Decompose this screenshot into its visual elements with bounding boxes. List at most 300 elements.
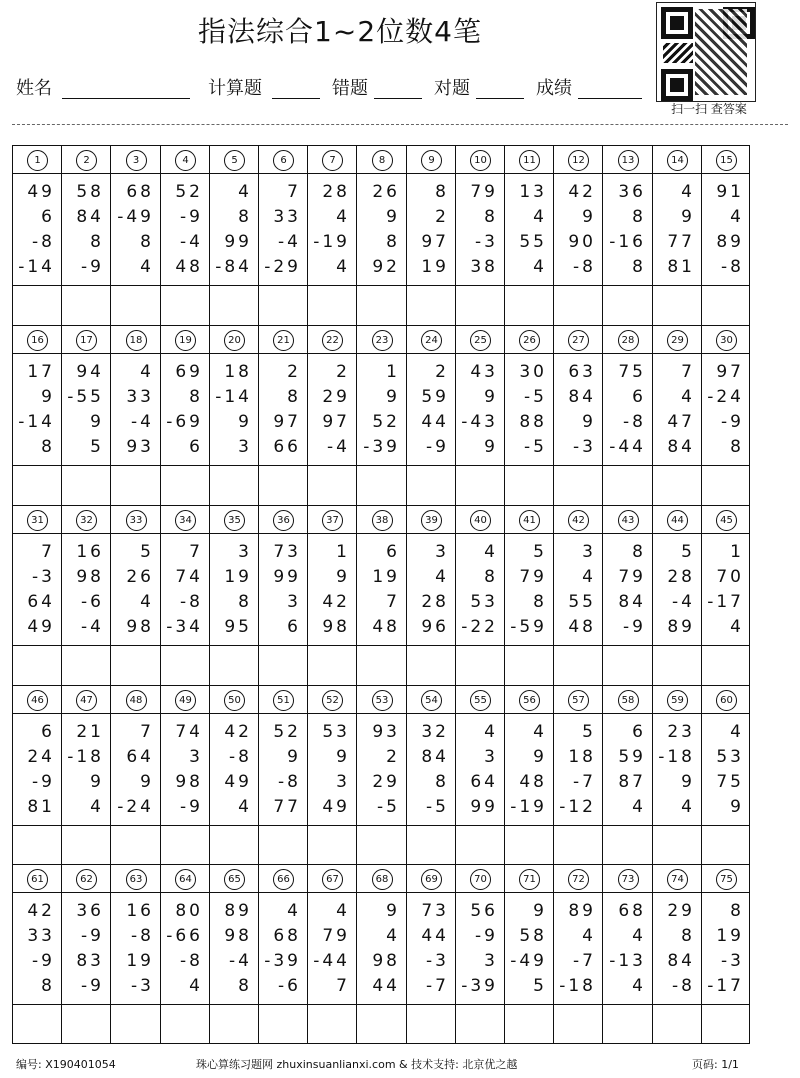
problem-number: 46 xyxy=(27,690,48,711)
problem-value: 4 xyxy=(336,257,350,277)
problem-value: -9 xyxy=(81,976,104,996)
answer-field[interactable] xyxy=(406,285,455,325)
problem-values-cell xyxy=(553,533,602,645)
problem-row-block xyxy=(12,325,750,505)
problem-value: 19 xyxy=(224,567,252,587)
wrong-count-field[interactable] xyxy=(374,98,422,99)
problem-value: -7 xyxy=(573,951,596,971)
answer-field[interactable] xyxy=(406,645,455,685)
problem-value: -4 xyxy=(672,592,695,612)
page-title: 指法综合1~2位数4笔 xyxy=(198,15,482,48)
problem-values-cell xyxy=(356,713,406,825)
answer-field[interactable] xyxy=(701,645,750,685)
problem-value: 53 xyxy=(716,747,744,767)
answer-field[interactable] xyxy=(553,285,602,325)
problem-number-cell xyxy=(110,864,160,892)
answer-field[interactable] xyxy=(406,825,455,865)
problem-number-cell xyxy=(455,145,504,173)
problem-value: 6 xyxy=(287,617,301,637)
problem-values-cell xyxy=(652,353,701,465)
problem-value: 26 xyxy=(126,567,154,587)
problem-grid xyxy=(12,145,750,1044)
problem-value: 98 xyxy=(175,772,203,792)
answer-field[interactable] xyxy=(258,645,307,685)
name-field[interactable] xyxy=(62,98,190,99)
problem-number: 67 xyxy=(322,869,343,890)
problem-number: 5 xyxy=(224,150,245,171)
problem-value: 4 xyxy=(730,722,744,742)
problem-number-cell xyxy=(258,325,307,353)
answer-field[interactable] xyxy=(455,285,504,325)
answer-field[interactable] xyxy=(258,465,307,505)
answer-field[interactable] xyxy=(307,645,356,685)
answer-field[interactable] xyxy=(160,825,209,865)
problem-values-cell xyxy=(160,353,209,465)
problem-values-cell xyxy=(504,353,553,465)
problem-value: -12 xyxy=(559,797,596,817)
problem-number-cell xyxy=(110,685,160,713)
problem-value: -8 xyxy=(278,772,301,792)
problem-values-cell xyxy=(504,892,553,1004)
problem-value: 6 xyxy=(386,542,400,562)
answer-field[interactable] xyxy=(12,1004,61,1044)
problem-value: -7 xyxy=(426,976,449,996)
problem-value: -9 xyxy=(81,257,104,277)
answer-field[interactable] xyxy=(12,465,61,505)
calc-count-label: 计算题 xyxy=(208,78,262,99)
problem-value: -39 xyxy=(363,437,400,457)
problem-value: 9 xyxy=(90,772,104,792)
problem-values-cell xyxy=(258,892,307,1004)
right-count-field[interactable] xyxy=(476,98,524,99)
answer-field[interactable] xyxy=(652,1004,701,1044)
problem-value: 73 xyxy=(273,542,301,562)
problem-value: 4 xyxy=(140,362,154,382)
problem-number-cell xyxy=(553,505,602,533)
problem-number: 49 xyxy=(175,690,196,711)
problem-number-cell xyxy=(61,145,110,173)
problem-values-cell xyxy=(209,173,258,285)
problem-number: 18 xyxy=(126,330,147,351)
problem-value: 96 xyxy=(421,617,449,637)
answer-field[interactable] xyxy=(356,1004,406,1044)
problem-value: 3 xyxy=(189,747,203,767)
answer-field[interactable] xyxy=(356,645,406,685)
problem-values-cell xyxy=(307,713,356,825)
problem-value: 81 xyxy=(667,257,695,277)
problem-values-cell xyxy=(209,713,258,825)
score-label: 成绩 xyxy=(536,78,572,99)
problem-value: 91 xyxy=(716,182,744,202)
answer-field[interactable] xyxy=(356,825,406,865)
problem-value: -8 xyxy=(180,951,203,971)
problem-value: 83 xyxy=(76,951,104,971)
answer-field[interactable] xyxy=(12,825,61,865)
problem-number: 4 xyxy=(175,150,196,171)
problem-number: 41 xyxy=(519,510,540,531)
problem-value: 66 xyxy=(273,437,301,457)
footer-page: 页码: 1/1 xyxy=(692,1058,739,1071)
problem-number-cell xyxy=(61,685,110,713)
problem-number: 14 xyxy=(667,150,688,171)
problem-value: 9 xyxy=(533,747,547,767)
problem-values-cell xyxy=(110,353,160,465)
problem-value: 74 xyxy=(175,722,203,742)
footer-site: 珠心算练习题网 zhuxinsuanlianxi.com & 技术支持: 北京优之越 xyxy=(196,1058,518,1071)
problem-value: 70 xyxy=(716,567,744,587)
problem-values-cell xyxy=(455,713,504,825)
problem-value: -3 xyxy=(573,437,596,457)
problem-value: -17 xyxy=(707,592,744,612)
problem-number: 70 xyxy=(470,869,491,890)
answer-field[interactable] xyxy=(504,285,553,325)
answer-field[interactable] xyxy=(61,825,110,865)
problem-values-cell xyxy=(110,892,160,1004)
problem-value: 4 xyxy=(730,207,744,227)
problem-value: 4 xyxy=(238,182,252,202)
problem-value: -29 xyxy=(264,257,301,277)
problem-value: -8 xyxy=(32,232,55,252)
answer-field[interactable] xyxy=(258,825,307,865)
problem-values-cell xyxy=(209,353,258,465)
answer-field[interactable] xyxy=(110,285,160,325)
answer-field[interactable] xyxy=(209,465,258,505)
answer-field[interactable] xyxy=(602,1004,652,1044)
answer-field[interactable] xyxy=(455,1004,504,1044)
problem-number: 43 xyxy=(618,510,639,531)
problem-value: 97 xyxy=(322,412,350,432)
problem-values-cell xyxy=(356,353,406,465)
problem-number: 20 xyxy=(224,330,245,351)
problem-value: 92 xyxy=(372,257,400,277)
answer-field[interactable] xyxy=(110,465,160,505)
problem-number: 45 xyxy=(716,510,737,531)
problem-number-cell xyxy=(307,325,356,353)
problem-number: 26 xyxy=(519,330,540,351)
problem-value: 19 xyxy=(126,951,154,971)
problem-number-cell xyxy=(160,325,209,353)
problem-values-cell xyxy=(504,713,553,825)
answer-field[interactable] xyxy=(701,825,750,865)
problem-value: -9 xyxy=(180,207,203,227)
calc-count-field[interactable] xyxy=(272,98,320,99)
problem-value: 8 xyxy=(189,387,203,407)
problem-value: 8 xyxy=(238,592,252,612)
answer-field[interactable] xyxy=(553,645,602,685)
problem-values-cell xyxy=(504,173,553,285)
problem-value: 52 xyxy=(273,722,301,742)
answer-field[interactable] xyxy=(209,1004,258,1044)
answer-field[interactable] xyxy=(356,465,406,505)
problem-value: 18 xyxy=(224,362,252,382)
problem-value: 28 xyxy=(421,592,449,612)
problem-number: 75 xyxy=(716,869,737,890)
answer-field[interactable] xyxy=(258,1004,307,1044)
qr-code-icon[interactable] xyxy=(656,2,756,102)
answer-field[interactable] xyxy=(61,285,110,325)
problem-value: 29 xyxy=(667,901,695,921)
problem-number: 8 xyxy=(372,150,393,171)
problem-value: 9 xyxy=(681,207,695,227)
problem-value: 4 xyxy=(681,182,695,202)
problem-values-cell xyxy=(602,533,652,645)
problem-number: 61 xyxy=(27,869,48,890)
problem-value: 98 xyxy=(126,617,154,637)
problem-number: 74 xyxy=(667,869,688,890)
answer-field[interactable] xyxy=(307,285,356,325)
problem-value: 13 xyxy=(519,182,547,202)
problem-number-cell xyxy=(504,325,553,353)
problem-number: 56 xyxy=(519,690,540,711)
problem-value: 3 xyxy=(484,747,498,767)
problem-value: 38 xyxy=(470,257,498,277)
problem-number: 2 xyxy=(76,150,97,171)
problem-value: 9 xyxy=(386,901,400,921)
problem-value: 73 xyxy=(421,901,449,921)
problem-value: 48 xyxy=(568,617,596,637)
problem-value: -8 xyxy=(180,592,203,612)
problem-value: 98 xyxy=(76,567,104,587)
problem-value: 7 xyxy=(41,542,55,562)
problem-value: 2 xyxy=(287,362,301,382)
problem-values-cell xyxy=(110,173,160,285)
problem-value: 2 xyxy=(386,747,400,767)
problem-number-cell xyxy=(504,864,553,892)
answer-field[interactable] xyxy=(209,645,258,685)
problem-value: -5 xyxy=(426,797,449,817)
problem-number-cell xyxy=(160,864,209,892)
problem-value: -14 xyxy=(215,387,252,407)
problem-number: 64 xyxy=(175,869,196,890)
answer-field[interactable] xyxy=(110,645,160,685)
problem-number-cell xyxy=(455,685,504,713)
answer-field[interactable] xyxy=(160,1004,209,1044)
answer-field[interactable] xyxy=(553,825,602,865)
answer-field[interactable] xyxy=(307,825,356,865)
problem-value: 97 xyxy=(273,412,301,432)
problem-number: 65 xyxy=(224,869,245,890)
problem-value: 44 xyxy=(421,412,449,432)
problem-value: 4 xyxy=(140,257,154,277)
problem-number-cell xyxy=(701,505,750,533)
answer-field[interactable] xyxy=(12,285,61,325)
problem-value: 9 xyxy=(730,797,744,817)
problem-values-cell xyxy=(356,533,406,645)
answer-field[interactable] xyxy=(209,285,258,325)
answer-field[interactable] xyxy=(110,825,160,865)
problem-number: 16 xyxy=(27,330,48,351)
answer-field[interactable] xyxy=(356,285,406,325)
problem-row-block xyxy=(12,505,750,685)
answer-field[interactable] xyxy=(307,1004,356,1044)
answer-field[interactable] xyxy=(701,465,750,505)
problem-value: 68 xyxy=(618,901,646,921)
problem-value: 18 xyxy=(568,747,596,767)
problem-value: 8 xyxy=(632,207,646,227)
problem-value: 53 xyxy=(322,722,350,742)
answer-field[interactable] xyxy=(61,645,110,685)
answer-field[interactable] xyxy=(504,1004,553,1044)
problem-number: 3 xyxy=(126,150,147,171)
problem-number: 32 xyxy=(76,510,97,531)
answer-field[interactable] xyxy=(160,285,209,325)
problem-value: 81 xyxy=(27,797,55,817)
problem-number-cell xyxy=(209,505,258,533)
problem-values-cell xyxy=(602,892,652,1004)
answer-field[interactable] xyxy=(406,1004,455,1044)
answer-field[interactable] xyxy=(455,465,504,505)
problem-number-cell xyxy=(12,325,61,353)
problem-value: 33 xyxy=(126,387,154,407)
problem-number-cell xyxy=(406,864,455,892)
problem-value: 24 xyxy=(27,747,55,767)
answer-field[interactable] xyxy=(701,285,750,325)
answer-field[interactable] xyxy=(652,285,701,325)
answer-field[interactable] xyxy=(602,285,652,325)
problem-value: -59 xyxy=(510,617,547,637)
problem-value: 4 xyxy=(533,722,547,742)
problem-value: -8 xyxy=(131,926,154,946)
problem-value: -3 xyxy=(426,951,449,971)
answer-field[interactable] xyxy=(504,465,553,505)
problem-value: 9 xyxy=(484,387,498,407)
problem-value: 47 xyxy=(667,412,695,432)
problem-value: 89 xyxy=(716,232,744,252)
problem-row-block xyxy=(12,685,750,865)
problem-values-cell xyxy=(553,892,602,1004)
score-field[interactable] xyxy=(578,98,642,99)
problem-number: 34 xyxy=(175,510,196,531)
answer-field[interactable] xyxy=(455,645,504,685)
answer-field[interactable] xyxy=(209,825,258,865)
problem-value: 44 xyxy=(372,976,400,996)
problem-number-cell xyxy=(455,864,504,892)
problem-number-cell xyxy=(61,864,110,892)
problem-number-cell xyxy=(504,145,553,173)
answer-field[interactable] xyxy=(553,465,602,505)
problem-value: -18 xyxy=(658,747,695,767)
problem-value: 3 xyxy=(287,592,301,612)
problem-number-cell xyxy=(652,325,701,353)
problem-value: 98 xyxy=(224,926,252,946)
answer-field[interactable] xyxy=(160,645,209,685)
problem-number-cell xyxy=(307,505,356,533)
problem-value: 4 xyxy=(730,617,744,637)
wrong-count-label: 错题 xyxy=(332,78,368,99)
problem-value: 68 xyxy=(273,926,301,946)
problem-value: 17 xyxy=(27,362,55,382)
answer-field[interactable] xyxy=(602,645,652,685)
problem-value: -9 xyxy=(32,951,55,971)
answer-field[interactable] xyxy=(12,645,61,685)
problem-number-cell xyxy=(12,145,61,173)
problem-value: 48 xyxy=(519,772,547,792)
problem-value: 79 xyxy=(519,567,547,587)
answer-field[interactable] xyxy=(160,465,209,505)
problem-value: 6 xyxy=(41,722,55,742)
problem-value: 93 xyxy=(372,722,400,742)
problem-values-cell xyxy=(12,533,61,645)
answer-field[interactable] xyxy=(553,1004,602,1044)
answer-field[interactable] xyxy=(652,465,701,505)
problem-value: 29 xyxy=(322,387,350,407)
problem-number: 31 xyxy=(27,510,48,531)
problem-number: 39 xyxy=(421,510,442,531)
problem-number: 23 xyxy=(372,330,393,351)
problem-number-cell xyxy=(455,325,504,353)
answer-field[interactable] xyxy=(652,645,701,685)
problem-number: 9 xyxy=(421,150,442,171)
answer-field[interactable] xyxy=(602,825,652,865)
problem-value: 19 xyxy=(372,567,400,587)
cut-line-divider xyxy=(12,124,788,125)
answer-field[interactable] xyxy=(602,465,652,505)
problem-number: 52 xyxy=(322,690,343,711)
problem-values-cell xyxy=(701,173,750,285)
problem-number: 54 xyxy=(421,690,442,711)
answer-field[interactable] xyxy=(701,1004,750,1044)
problem-number-cell xyxy=(307,685,356,713)
problem-value: 90 xyxy=(568,232,596,252)
problem-values-cell xyxy=(406,892,455,1004)
problem-value: -19 xyxy=(313,232,350,252)
problem-value: 8 xyxy=(238,976,252,996)
answer-field[interactable] xyxy=(504,825,553,865)
problem-values-cell xyxy=(12,892,61,1004)
problem-value: 36 xyxy=(618,182,646,202)
answer-field[interactable] xyxy=(455,825,504,865)
problem-value: -9 xyxy=(475,926,498,946)
problem-value: 36 xyxy=(76,901,104,921)
problem-number-cell xyxy=(652,145,701,173)
problem-value: 58 xyxy=(519,926,547,946)
problem-number-cell xyxy=(602,505,652,533)
problem-value: 4 xyxy=(681,387,695,407)
answer-field[interactable] xyxy=(652,825,701,865)
problem-value: -55 xyxy=(67,387,104,407)
problem-value: 99 xyxy=(470,797,498,817)
problem-value: -43 xyxy=(461,412,498,432)
problem-value: 74 xyxy=(175,567,203,587)
problem-value: 69 xyxy=(175,362,203,382)
problem-value: 4 xyxy=(435,567,449,587)
problem-value: 4 xyxy=(582,926,596,946)
problem-value: 3 xyxy=(238,542,252,562)
problem-value: 4 xyxy=(287,901,301,921)
problem-value: -9 xyxy=(180,797,203,817)
problem-value: -9 xyxy=(81,926,104,946)
problem-value: 7 xyxy=(287,182,301,202)
answer-field[interactable] xyxy=(307,465,356,505)
answer-field[interactable] xyxy=(61,465,110,505)
problem-value: 5 xyxy=(140,542,154,562)
problem-value: 5 xyxy=(533,976,547,996)
problem-value: -3 xyxy=(475,232,498,252)
problem-value: 29 xyxy=(372,772,400,792)
answer-field[interactable] xyxy=(61,1004,110,1044)
problem-value: -3 xyxy=(131,976,154,996)
problem-value: -3 xyxy=(32,567,55,587)
problem-value: 30 xyxy=(519,362,547,382)
problem-number-cell xyxy=(61,325,110,353)
problem-value: 95 xyxy=(224,617,252,637)
problem-value: 28 xyxy=(667,567,695,587)
answer-field[interactable] xyxy=(406,465,455,505)
answer-field[interactable] xyxy=(504,645,553,685)
answer-field[interactable] xyxy=(110,1004,160,1044)
qr-caption: 扫一扫 查答案 xyxy=(671,102,747,116)
answer-field[interactable] xyxy=(258,285,307,325)
